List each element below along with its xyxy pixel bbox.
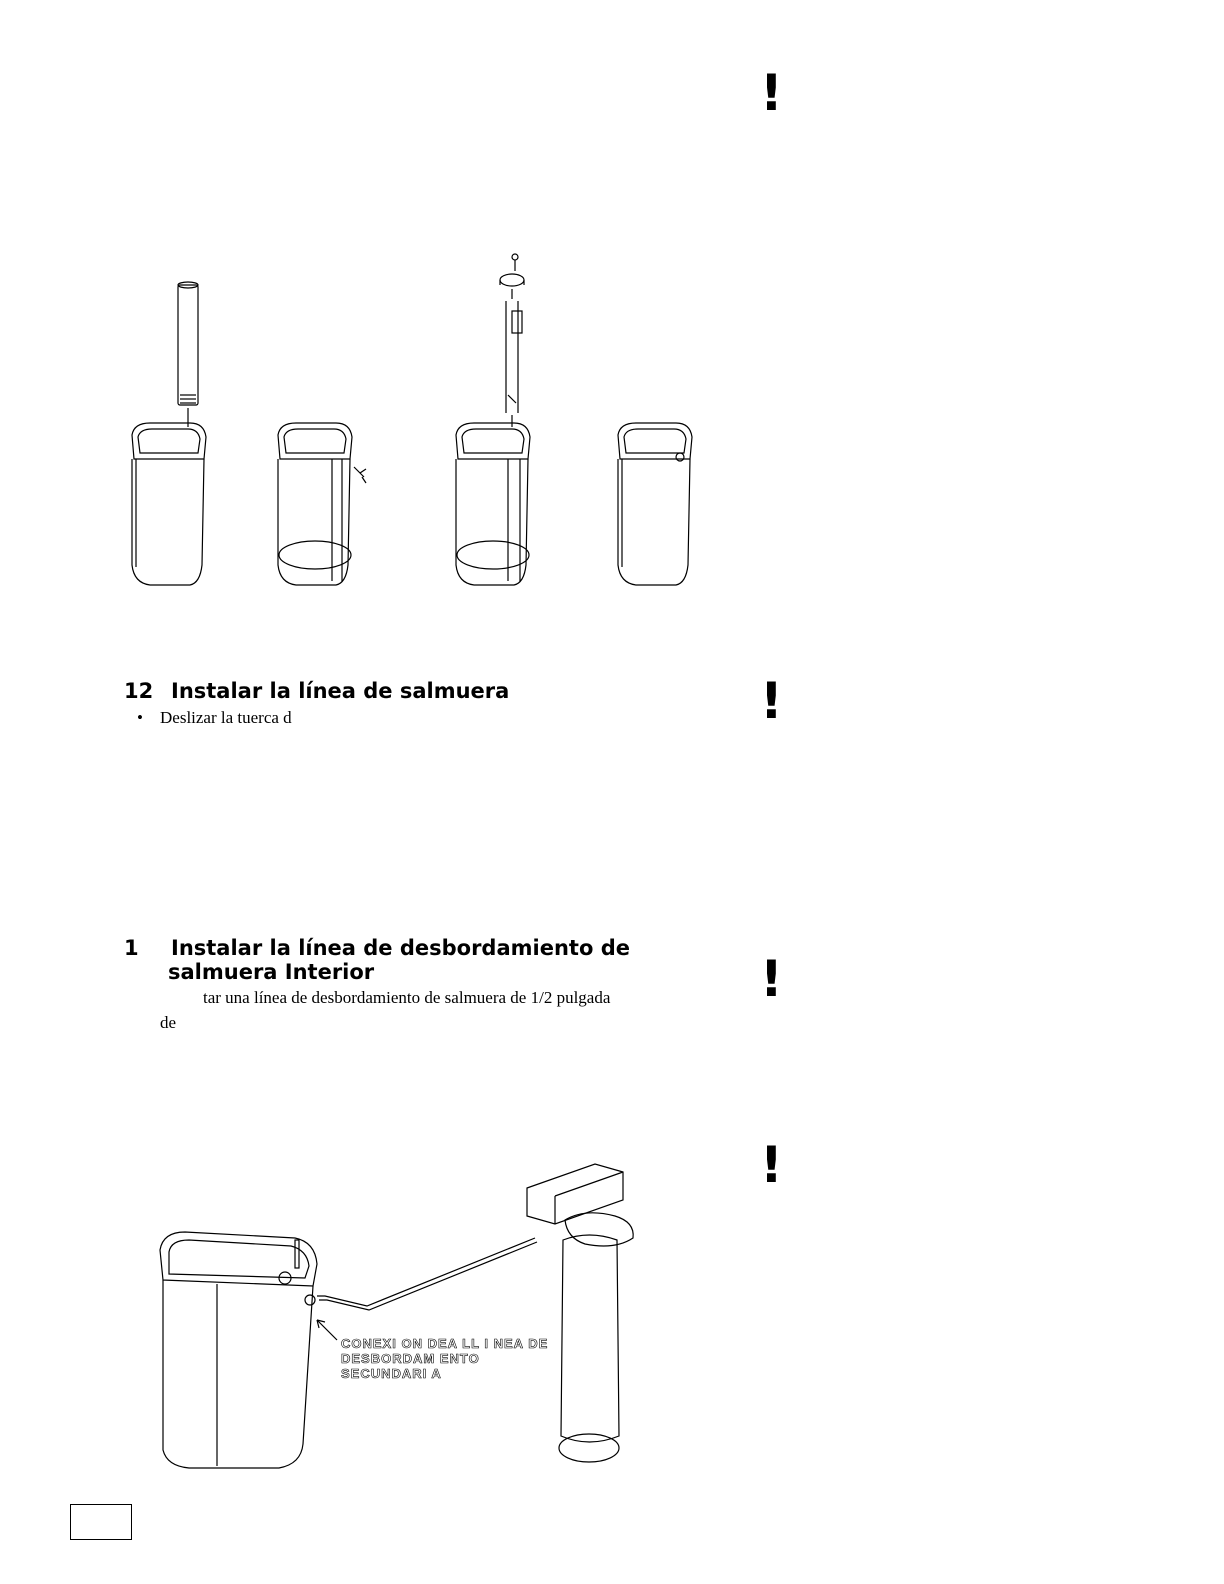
section-13-title-line1: Instalar la línea de desbordamiento de [171, 936, 630, 960]
tank-step-1 [132, 282, 206, 585]
warning-icon-1: ! [760, 64, 783, 122]
section-12-bullet-text: Deslizar la tuerca d [160, 708, 292, 727]
overflow-callout-line1: CONEXI ON DEA LL I NEA DE [341, 1336, 549, 1351]
brine-tank-steps-illustration [110, 245, 730, 605]
overflow-callout-line2: DESBORDAM ENTO [341, 1351, 480, 1366]
tank-step-2 [278, 423, 366, 585]
overflow-line-illustration [155, 1160, 655, 1480]
section-13-title-line2: salmuera Interior [168, 960, 375, 984]
section-12-number: 12 [124, 679, 154, 703]
section-13-number: 1 [124, 936, 139, 960]
warning-icon-4: ! [760, 1136, 783, 1194]
overflow-callout-line3: SECUNDARI A [341, 1366, 442, 1381]
tank-step-3 [456, 254, 530, 585]
tank-step-4 [618, 423, 692, 585]
warning-icon-2: ! [760, 672, 783, 730]
section-12-title: Instalar la línea de salmuera [171, 679, 510, 703]
page-number-box [70, 1504, 132, 1540]
section-13-text-line1: tar una línea de desbordamiento de salmuera de 1/2 pulgada [203, 988, 611, 1007]
section-12-bullet: • [137, 708, 143, 727]
section-13-text-line2: de [160, 1013, 177, 1032]
warning-icon-3: ! [760, 950, 783, 1008]
